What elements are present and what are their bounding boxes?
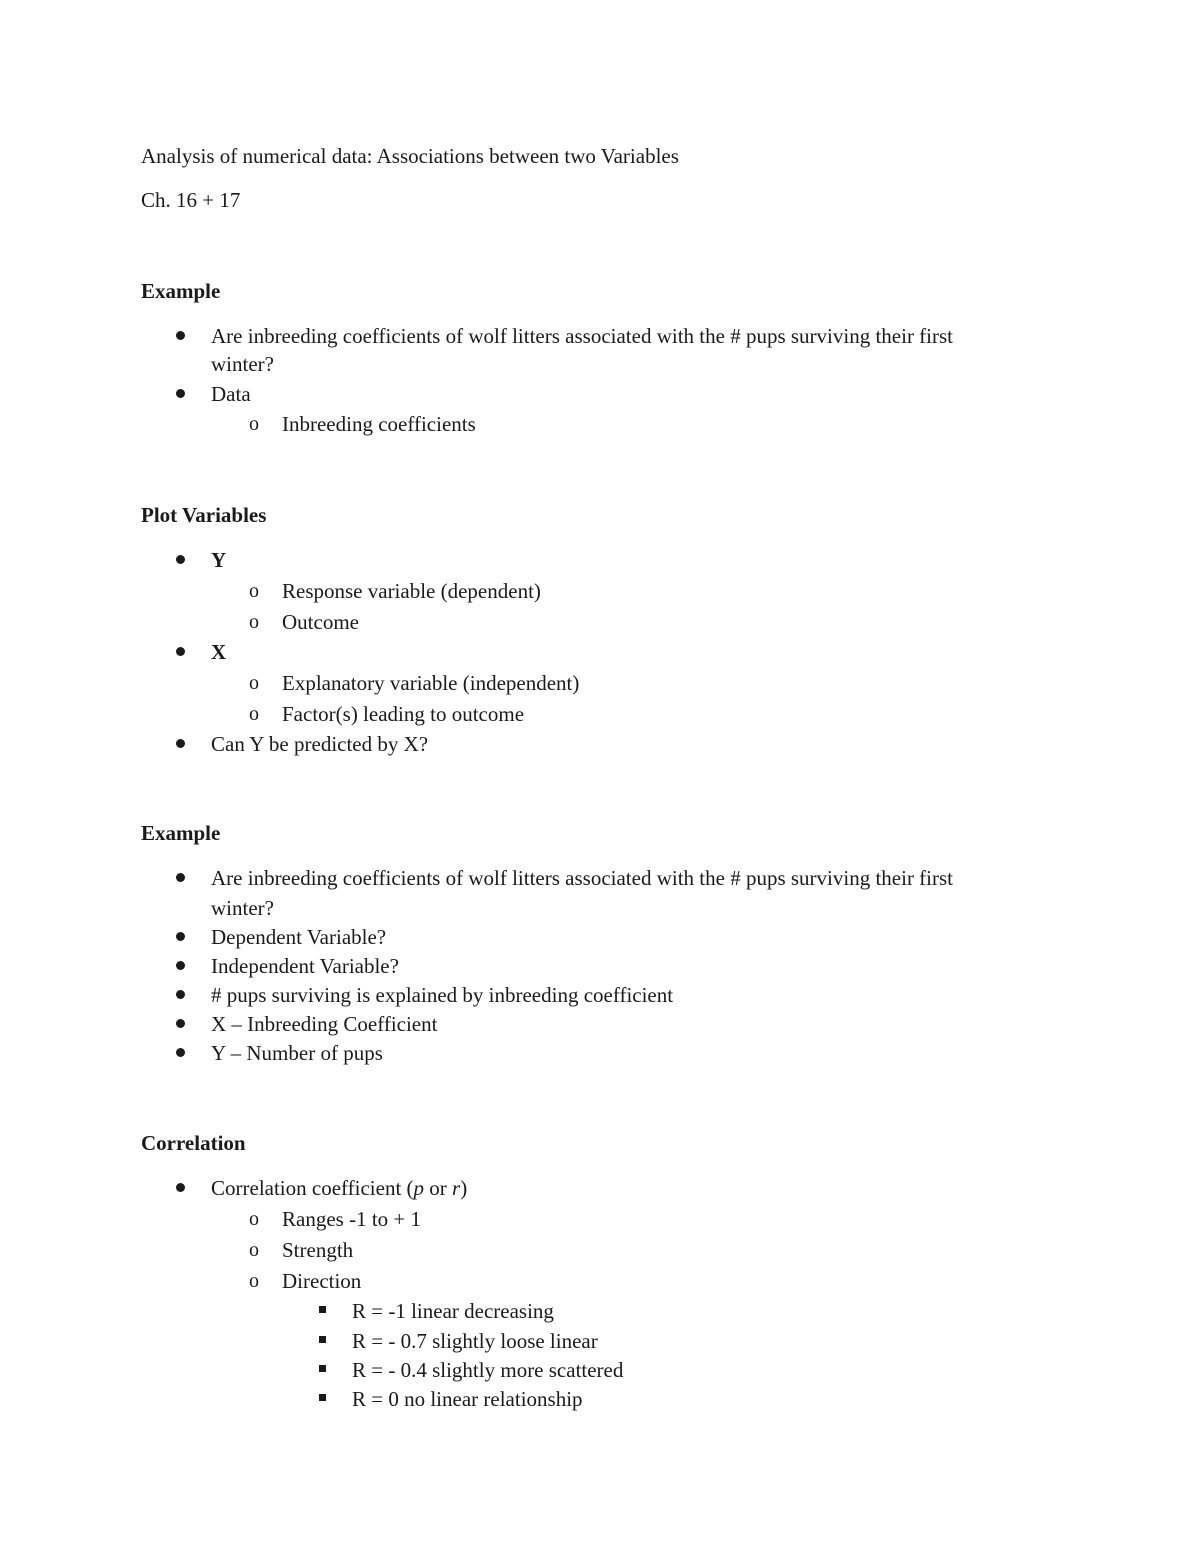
correlation-or: or [424, 1176, 453, 1200]
bullet-circle-icon: o [249, 1270, 259, 1292]
bullet-disc-icon [176, 961, 185, 970]
bullet-circle-icon: o [249, 413, 259, 435]
plot-prediction-question: Can Y be predicted by X? [211, 732, 429, 756]
correlation-strength: Strength [282, 1238, 354, 1262]
plot-x-explanatory: Explanatory variable (independent) [282, 671, 580, 695]
correlation-suffix: ) [460, 1176, 468, 1200]
bullet-circle-icon: o [249, 1239, 259, 1261]
section-heading-correlation: Correlation [141, 1131, 246, 1155]
example2-independent: Independent Variable? [211, 954, 399, 978]
bullet-circle-icon: o [249, 611, 259, 633]
bullet-disc-icon [176, 1183, 185, 1192]
bullet-square-icon [319, 1336, 326, 1343]
correlation-prefix: Correlation coefficient ( [211, 1176, 414, 1200]
plot-y-outcome: Outcome [282, 610, 359, 634]
bullet-square-icon [319, 1306, 326, 1313]
bullet-square-icon [319, 1365, 326, 1372]
plot-x-factors: Factor(s) leading to outcome [282, 702, 525, 726]
bullet-circle-icon: o [249, 1208, 259, 1230]
bullet-disc-icon [176, 1019, 185, 1028]
bullet-disc-icon [176, 739, 185, 748]
bullet-square-icon [319, 1394, 326, 1401]
bullet-disc-icon [176, 990, 185, 999]
bullet-circle-icon: o [249, 672, 259, 694]
example1-question-line1: Are inbreeding coefficients of wolf litters associated with the # pups surviving their first [211, 324, 954, 348]
correlation-coefficient-item [211, 1178, 467, 1199]
bullet-disc-icon [176, 647, 185, 656]
plot-y-label: Y [211, 548, 227, 572]
bullet-disc-icon [176, 873, 185, 882]
plot-y-response: Response variable (dependent) [282, 579, 541, 603]
bullet-disc-icon [176, 1048, 185, 1057]
section-heading-example-2: Example [141, 821, 221, 845]
correlation-direction: Direction [282, 1269, 362, 1293]
direction-r-minus-0-4: R = - 0.4 slightly more scattered [352, 1358, 624, 1382]
bullet-disc-icon [176, 932, 185, 941]
example1-question-line2: winter? [211, 352, 274, 376]
section-heading-example-1: Example [141, 279, 221, 303]
example2-y-definition: Y – Number of pups [211, 1041, 383, 1065]
section-heading-plot-variables: Plot Variables [141, 503, 267, 527]
example1-data-item: Data [211, 382, 251, 406]
bullet-circle-icon: o [249, 580, 259, 602]
bullet-disc-icon [176, 555, 185, 564]
chapter-reference: Ch. 16 + 17 [141, 188, 241, 212]
direction-r-minus-0-7: R = - 0.7 slightly loose linear [352, 1329, 598, 1353]
bullet-circle-icon: o [249, 703, 259, 725]
bullet-disc-icon [176, 331, 185, 340]
example1-data-subitem: Inbreeding coefficients [282, 412, 476, 436]
bullet-disc-icon [176, 389, 185, 398]
document-title: Analysis of numerical data: Associations between two Variables [141, 144, 679, 168]
direction-r-zero: R = 0 no linear relationship [352, 1387, 583, 1411]
example2-x-definition: X – Inbreeding Coefficient [211, 1012, 438, 1036]
symbol-r: r [452, 1176, 461, 1200]
correlation-range: Ranges -1 to + 1 [282, 1207, 421, 1231]
symbol-p: p [413, 1176, 425, 1200]
example2-question-line2: winter? [211, 896, 274, 920]
example2-explained: # pups surviving is explained by inbreeding coefficient [211, 983, 674, 1007]
example2-dependent: Dependent Variable? [211, 925, 387, 949]
direction-r-minus-1: R = -1 linear decreasing [352, 1299, 554, 1323]
plot-x-label: X [211, 640, 227, 664]
example2-question-line1: Are inbreeding coefficients of wolf litters associated with the # pups surviving their first [211, 866, 954, 890]
